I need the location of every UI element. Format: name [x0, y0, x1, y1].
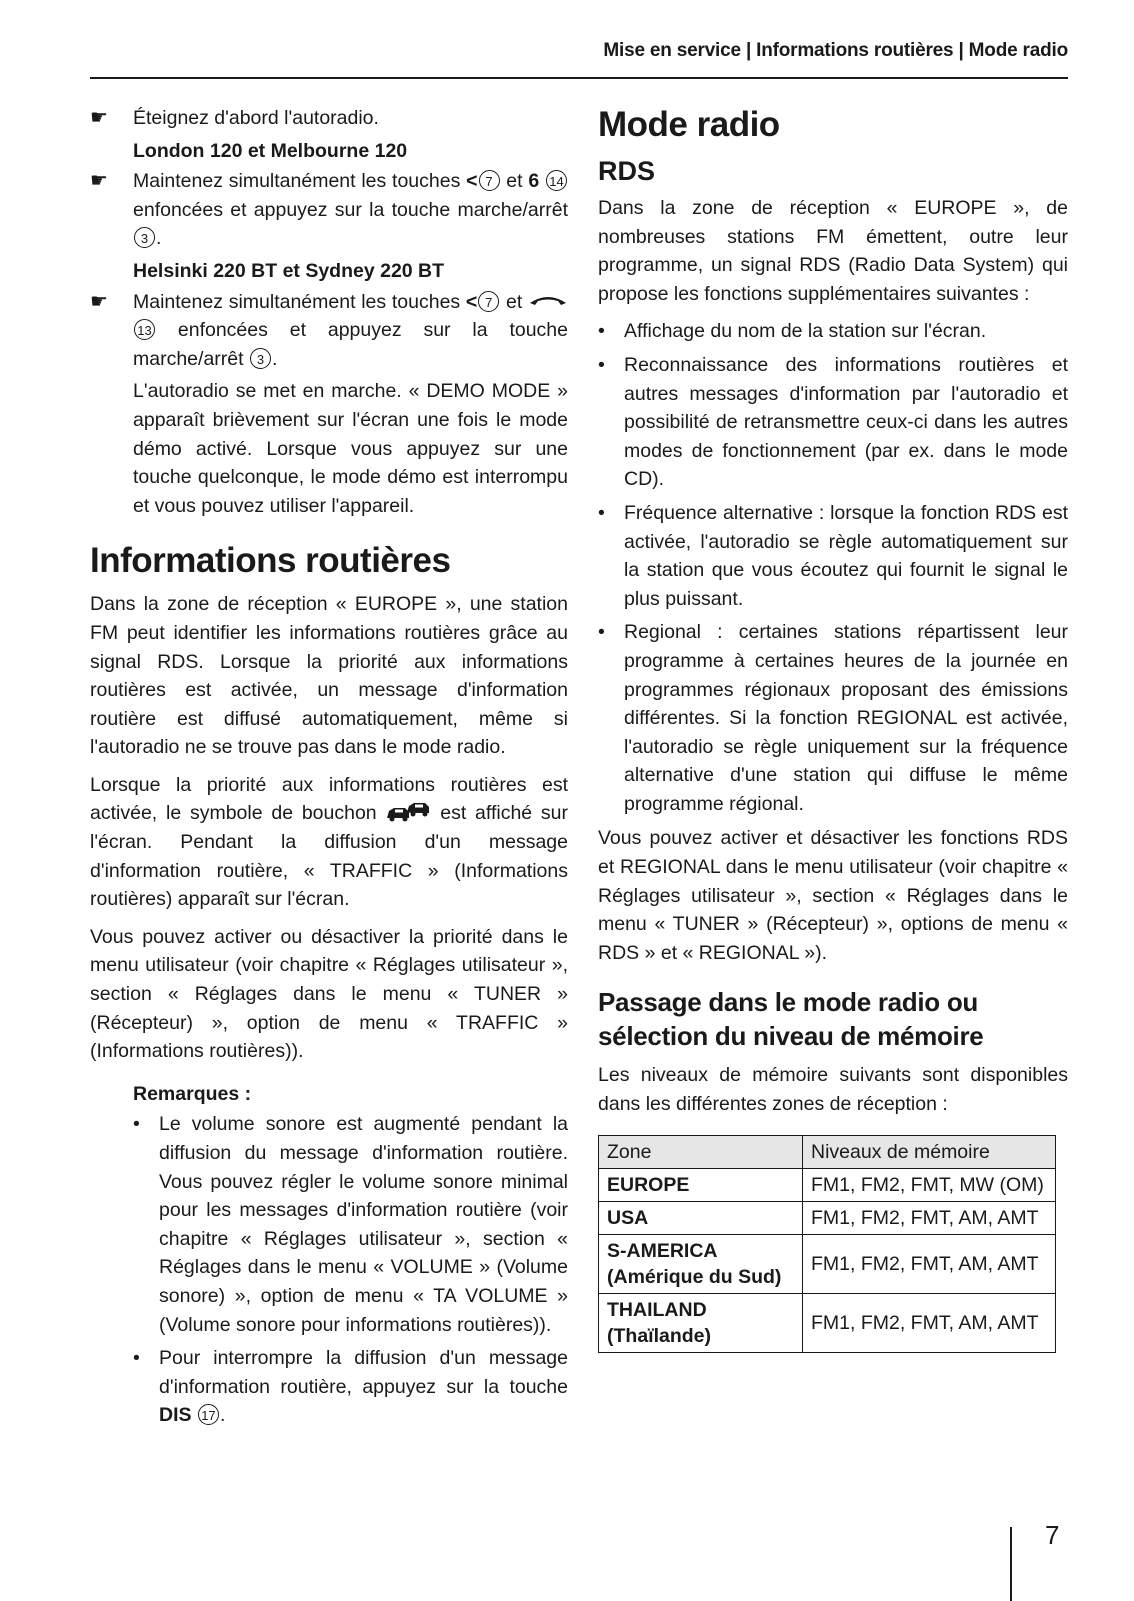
paragraph: Vous pouvez activer et désactiver les fonctions RDS et REGIONAL dans le menu utilisateur (voir chapitre « Réglages utilisateur », section « Réglages dans le menu « TUNER » (Récepteur) », options de menu « RDS » et « REGIONAL »).	[598, 827, 1068, 964]
notes-block	[90, 1080, 568, 1430]
step-text: Éteignez d'abord l'autoradio.	[133, 107, 379, 129]
list-item: • Fréquence alternative : lorsque la fonction RDS est activée, l'autoradio se règle automatiquement sur la station que vous écoutez qui fournit le signal le plus puissant.	[598, 499, 1068, 613]
header-divider	[90, 77, 1068, 79]
bullet-icon: •	[133, 1347, 140, 1370]
levels-cell: FM1, FM2, FMT, AM, AMT	[803, 1293, 1056, 1352]
levels-cell: FM1, FM2, FMT, AM, AMT	[803, 1201, 1056, 1234]
list-item: • Regional : certaines stations répartissent leur programme à certaines heures de la journée en programmes régionaux proposant des émissions différentes. Si la fonction REGIONAL est activée, l'autoradio se règle uniquement sur la fréquence alternative d'une station qui diffuse le même programme régional.	[598, 618, 1068, 818]
table-row	[599, 1201, 1056, 1234]
table-row	[599, 1168, 1056, 1201]
model-heading: London 120 et Melbourne 120	[133, 139, 408, 162]
section-title-traffic: Informations routières	[90, 541, 451, 581]
key-number-badge: 14	[546, 170, 567, 191]
footer-divider	[1010, 1527, 1012, 1601]
subsection-title-memory: Passage dans le mode radio ou sélection du niveau de mémoire	[598, 987, 984, 1052]
key-number-badge: 17	[198, 1404, 219, 1425]
zone-cell: USA	[599, 1201, 803, 1234]
paragraph: Vous pouvez activer ou désactiver la priorité dans le menu utilisateur (voir chapitre « Réglages utilisateur », section « Réglages dans le menu « TUNER » (Récepteur) », option de menu « TRAFFIC » (Informations routières)).	[90, 925, 568, 1063]
key-label: 6	[528, 170, 540, 193]
column-header: Zone	[599, 1135, 803, 1168]
memory-levels-table	[598, 1135, 1056, 1353]
levels-cell: FM1, FM2, FMT, AM, AMT	[803, 1234, 1056, 1293]
key-label: DIS	[159, 1404, 192, 1427]
pointing-hand-icon: ☛	[90, 290, 108, 313]
key-number-badge: 13	[134, 319, 155, 340]
bullet-icon: •	[598, 501, 605, 524]
paragraph: Lorsque la priorité aux informations routières est activée, le symbole de bouchon est affiché sur l'écran. Pendant la diffusion d'un message d'information routière, « TRAFFIC » (Informations routières) apparaît sur l'écran.	[90, 773, 569, 911]
key-number-badge: 3	[250, 348, 271, 369]
left-arrow-key-icon: <	[466, 170, 478, 193]
instruction-step	[90, 104, 568, 133]
list-item: • Le volume sonore est augmenté pendant la diffusion du message d'information routière. Vous pouvez régler le volume sonore minimal pour les messages d'information routière (voir chapitre « Réglages utilisateur », section « Réglages dans le menu « VOLUME » (Volume sonore) », option de menu « TA VOLUME » (Volume sonore pour informations routières)).	[133, 1110, 568, 1339]
zone-cell: EUROPE	[599, 1168, 803, 1201]
paragraph: Les niveaux de mémoire suivants sont disponibles dans les différentes zones de réception :	[598, 1064, 1068, 1116]
subsection-title-rds: RDS	[598, 156, 656, 186]
list-item: • Affichage du nom de la station sur l'écran.	[598, 317, 1068, 346]
demo-mode-text: L'autoradio se met en marche. « DEMO MODE » apparaît brièvement sur l'écran une fois le mode démo activé. Lorsque vous appuyez sur une touche quelconque, le mode démo est interrompu et vous pouvez utiliser l'appareil.	[133, 380, 568, 517]
instruction-step: ☛ Maintenez simultanément les touches < 7 et 13 enfoncées et appuyez sur la touche marche/arrêt 3 .	[90, 288, 568, 374]
pointing-hand-icon: ☛	[90, 170, 108, 193]
bullet-icon: •	[133, 1113, 140, 1136]
model-heading: Helsinki 220 BT et Sydney 220 BT	[133, 259, 445, 282]
pointing-hand-icon: ☛	[90, 107, 108, 129]
key-number-badge: 7	[478, 291, 499, 312]
key-number-badge: 3	[134, 227, 155, 248]
notes-list	[133, 1110, 568, 1430]
zone-cell: S-AMERICA (Amérique du Sud)	[599, 1234, 803, 1293]
bullet-icon: •	[598, 320, 605, 343]
list-item: • Reconnaissance des informations routières et autres messages d'information par l'autoradio et possibilité de retransmettre ceux-ci dans les autres modes de fonctionnement (par ex. dans le mode CD).	[598, 351, 1068, 494]
column-header: Niveaux de mémoire	[803, 1135, 1056, 1168]
zone-cell: THAILAND (Thaïlande)	[599, 1293, 803, 1352]
levels-cell: FM1, FM2, FMT, MW (OM)	[803, 1168, 1056, 1201]
right-column	[598, 104, 1068, 1353]
page-header-breadcrumb: Mise en service | Informations routières | Mode radio	[603, 40, 1068, 61]
bullet-icon: •	[598, 621, 605, 644]
bullet-icon: •	[598, 353, 605, 376]
key-number-badge: 7	[479, 170, 500, 191]
phone-hangup-icon	[528, 294, 568, 306]
left-arrow-key-icon: <	[465, 290, 478, 313]
section-title-radio: Mode radio	[598, 105, 780, 144]
page-number: 7	[1045, 1520, 1060, 1550]
paragraph: Dans la zone de réception « EUROPE », de nombreuses stations FM émettent, outre leur programme, un signal RDS (Radio Data System) qui propose les fonctions supplémentaires suivantes :	[598, 197, 1068, 305]
table-header-row	[599, 1135, 1056, 1168]
table-row	[599, 1293, 1056, 1352]
paragraph: Dans la zone de réception « EUROPE », une station FM peut identifier les informations routières grâce au signal RDS. Lorsque la priorité aux informations routières est activée, un message d'information routière est diffusé automatiquement, même si l'autoradio ne se trouve pas dans le mode radio.	[90, 593, 568, 759]
traffic-jam-icon	[385, 800, 431, 822]
list-item: • Pour interrompre la diffusion d'un message d'information routière, appuyez sur la touche DIS 17 .	[133, 1344, 568, 1430]
left-column	[90, 104, 568, 1436]
table-row	[599, 1234, 1056, 1293]
rds-features-list	[598, 317, 1068, 818]
instruction-step: ☛ Maintenez simultanément les touches < 7 et 6 14 enfoncées et appuyez sur la touche marche/arrêt 3 .	[90, 167, 568, 253]
notes-title: Remarques :	[133, 1082, 252, 1105]
